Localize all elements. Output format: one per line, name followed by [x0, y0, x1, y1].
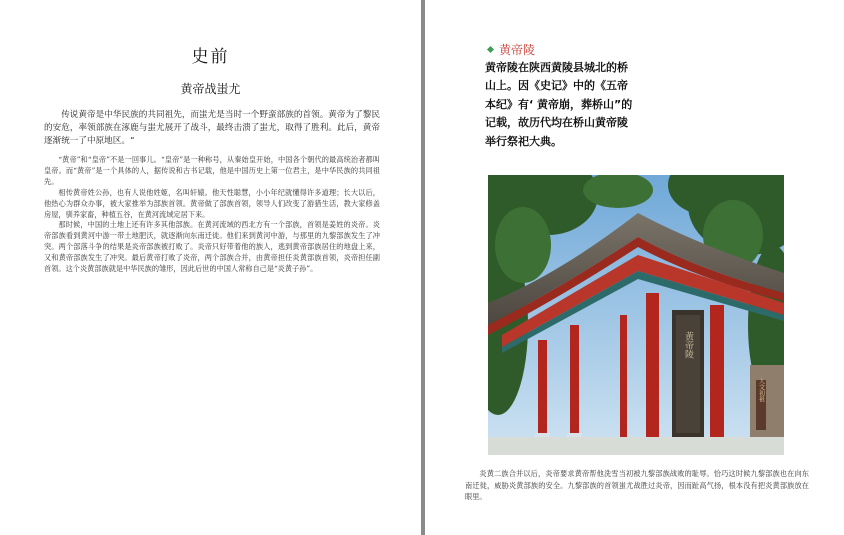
highlight-title: 黄帝陵	[499, 43, 536, 57]
highlight-text: 黄帝陵在陕西黄陵县城北的桥山上。因《史记》中的《五帝本纪》有‘ 黄帝崩，葬桥山”的记载，故历代均在桥山黄帝陵举行祭祀大典。	[485, 61, 633, 148]
stele-inscription: 黄帝陵	[683, 331, 693, 359]
huangdi-mausoleum-photo	[488, 175, 784, 455]
highlight-header	[488, 41, 535, 58]
body-text	[44, 155, 380, 275]
section-title: 黄帝战蚩尤	[180, 82, 241, 96]
body-paragraph: “黄帝”和“皇帝”不是一回事儿。“皇帝”是一种称号，从秦始皇开始，中国各个朝代的最高统治者都叫皇帝。而“黄帝”是一个具体的人，据传说和古书记载，他是中国历史上第一位君主，是中华民族的共同祖先。	[44, 155, 380, 186]
right-sign-text: 人文初祖	[757, 378, 765, 402]
photo-caption: 炎黄二族合并以后，炎帝要求黄帝帮他洗雪当初被九黎部族战败的耻辱。恰巧这时候九黎部族也在向东南迁徙，威胁炎黄部族的安全。九黎部族的首领蚩尤战胜过炎帝，因而趾高气扬，根本没有把炎黄部族放在眼里。	[465, 469, 809, 501]
body-paragraph: 那时候，中国的土地上还有许多其他部族。在黄河流域的西北方有一个部族，首领是姜姓的炎帝。炎帝部族看到黄河中游一带土地肥沃，就逐渐向东南迁徙。他们来到黄河中游，与那里的九黎部族发生了冲突。两个部落斗争的结果是炎帝部族被打败了。炎帝只好带着他的族人，逃到黄帝部族居住的地盘上来，又和黄帝部族发生了冲突。最后黄帝打败了炎帝，两个部族合并，由黄帝担任炎黄部族首领，炎帝担任副首领。这个炎黄部族就是中华民族的雏形，因此后世的中国人常称自己是“炎黄子孙”。	[44, 220, 380, 274]
right-page	[425, 0, 844, 535]
diamond-bullet-icon	[487, 46, 494, 53]
intro-paragraph: 传说黄帝是中华民族的共同祖先，而蚩尤是当时一个野蛮部族的首领。黄帝为了黎民的安危，率领部族在涿鹿与蚩尤展开了战斗，最终击溃了蚩尤，取得了胜利。此后，黄帝逐渐统一了中原地区。“	[44, 110, 380, 146]
left-page	[0, 0, 421, 535]
body-paragraph: 相传黄帝姓公孙，也有人说他姓姬，名叫轩辕。他天性聪慧，小小年纪就懂得许多道理；长大以后，他热心为群众办事，被大家推举为部族首领。黄帝做了部族首领，领导人们改变了游猎生活，教大家修盖房屋，驯养家畜，种植五谷，在黄河流域定居下来。	[44, 187, 380, 219]
chapter-title: 史前	[191, 47, 230, 67]
